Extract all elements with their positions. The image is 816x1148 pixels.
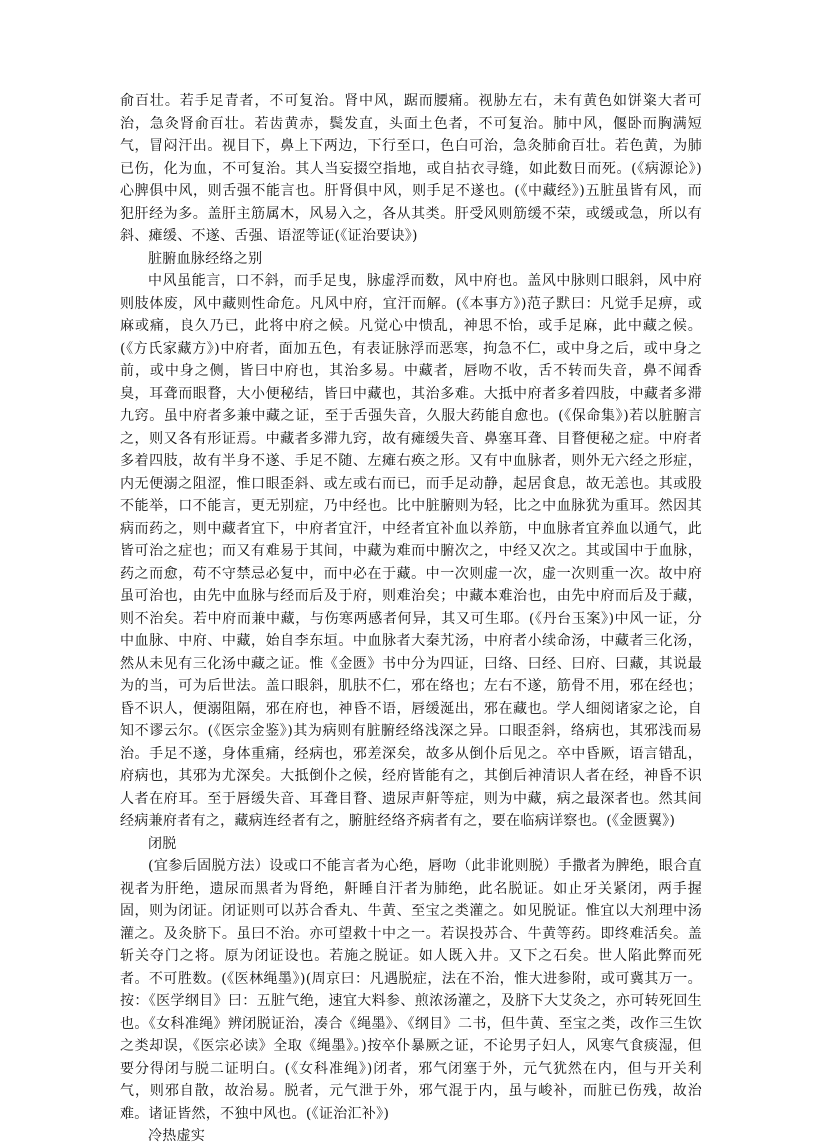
intro-paragraph: 俞百壮。若手足青者，不可复治。肾中风，踞而腰痛。视胁左右，未有黄色如饼粢大者可治，急灸肾俞百壮。若齿黄赤，鬓发直，头面土色者，不可复治。肺中风，偃卧而胸满短气，冒闷汗出。视目下，鼻上下两边，下行至口，色白可治，急灸肺俞百壮。若色黄，为肺已伤，化为血，不可复治。其人当妄掇空指地，或自拈衣寻缝，如此数日而死。(《病源论》)心脾俱中风，则舌强不能言也。肝肾俱中风，则手足不遂也。(《中藏经》)五脏虽皆有风，而犯肝经为多。盖肝主筋属木，风易入之，各从其类。肝受风则筋缓不荣，或缓或急，所以有斜、瘫缓、不遂、舌强、语涩等证(《证治要诀》) — [120, 93, 702, 244]
section-paragraph-closed-collapse: (宜参后固脱方法）设或口不能言者为心绝，唇吻（此非讹则脱）手撒者为脾绝，眼合直视者为肝绝，遗尿而黑者为肾绝，鼾睡自汗者为肺绝，此名脱证。如止牙关紧闭，两手握固，则为闭证。闭证则可以苏合香丸、牛黄、至宝之类灌之。如见脱证。惟宜以大剂理中汤灌之。及灸脐下。虽曰不治。亦可望救十中之一。若误投苏合、牛黄等药。即终难活矣。盖斩关夺门之将。原为闭证设也。若施之脱证。如人既入井。又下之石矣。世人陷此弊而死者。不可胜数。(《医林绳墨》)(周京曰：凡遇脱症，法在不治，惟大进参附，或可冀其万一。按：《医学纲目》曰：五脏气绝，速宜大料参、煎浓汤灌之，及脐下大艾灸之，亦可转死回生也。《女科准绳》辨闭脱证治，凑合《绳墨》、《纲目》二书，但牛黄、至宝之类，改作三生饮之类却误，《医宗必读》全取《绳墨》。)按卒仆暴厥之证，不论男子妇人，风寒气食痰湿，但要分得闭与脱二证明白。(《女科准绳》)闭者，邪气闭塞于外，元气犹然在内，但与开关利气，则邪自散，故治易。脱者，元气泄于外，邪气混于内，虽与峻补，而脏已伤残，故治难。诸证皆然，不独中风也。(《证治汇补》) — [120, 858, 702, 1122]
section-heading-closed-collapse: 闭脱 — [148, 835, 177, 852]
section-heading-cold-heat: 冷热虚实 — [148, 1128, 206, 1144]
document-page — [120, 90, 702, 1148]
section-heading-viscera-meridians: 脏腑血脉经络之别 — [148, 250, 263, 267]
section-paragraph-viscera-meridians: 中风虽能言，口不斜，而手足曳，脉虚浮而数，风中府也。盖风中脉则口眼斜，风中府则肢体废，风中藏则性命危。凡风中府，宜汗而解。(《本事方》)范子默曰：凡觉手足痹，或麻或痛，良久乃已，此将中府之候。凡觉心中愦乱，神思不怡，或手足麻，此中藏之候。(《方氏家藏方》)中府者，面加五色，有表证脉浮而恶寒，拘急不仁，或中身之后，或中身之前，或中身之侧，皆曰中府也，其治多易。中藏者，唇吻不收，舌不转而失音，鼻不闻香臭，耳聋而眼瞀，大小便秘结，皆曰中藏也，其治多难。大抵中府者多着四肢，中藏者多滞九窍。虽中府者多兼中藏之证，至于舌强失音，久服大药能自愈也。(《保命集》)若以脏腑言之，则又各有形证焉。中藏者多滞九窍，故有瘫缓失音、鼻塞耳聋、目瞀便秘之症。中府者多着四肢，故有半身不遂、手足不随、左瘫右痪之形。又有中血脉者，则外无六经之形症，内无便溺之阻涩，惟口眼歪斜、或左或右而已，而手足动静，起居食息，故无恙也。其或股不能举，口不能言，更无别症，乃中经也。比中脏腑则为轻，比之中血脉犹为重耳。然因其病而药之，则中藏者宜下，中府者宜汗，中经者宜补血以养筋，中血脉者宜养血以通气，此皆可治之症也；而又有难易于其间，中藏为难而中腑次之，中经又次之。其或国中于血脉，药之而愈，苟不守禁忌必复中，而中必在于藏。中一次则虚一次，虚一次则重一次。故中府虽可治也，由先中血脉与经而后及于府，则难治矣；中藏本难治也，由先中府而后及于藏，则不治矣。若中府而兼中藏，与伤寒两感者何异，其又可生耶。(《丹台玉案》)中风一证，分中血脉、中府、中藏，始自李东垣。中血脉者大秦艽汤，中府者小续命汤，中藏者三化汤，然从未见有三化汤中藏之证。惟《金匮》书中分为四证，曰络、曰经、曰府、曰藏，其说最为的当，可为后世法。盖口眼斜，肌肤不仁，邪在络也；左右不遂，筋骨不用，邪在经也；昏不识人，便溺阻隔，邪在府也，神昏不语，唇缓涎出，邪在藏也。学人细阅诸家之论，自知不谬云尔。(《医宗金鉴》)其为病则有脏腑经络浅深之异。口眼歪斜，络病也，其邪浅而易治。手足不遂，身体重痛，经病也，邪差深矣，故多从倒仆后见之。卒中昏厥，语言错乱，府病也，其邪为尤深矣。大抵倒仆之候，经府皆能有之，其倒后神清识人者在经，神昏不识人者在府耳。至于唇缓失音、耳聋目瞀、遗尿声鼾等症，则为中藏，病之最深者也。然其间经病兼府者有之，藏病连经者有之，腑脏经络齐病者有之，要在临病详察也。(《金匮翼》) — [120, 273, 702, 829]
